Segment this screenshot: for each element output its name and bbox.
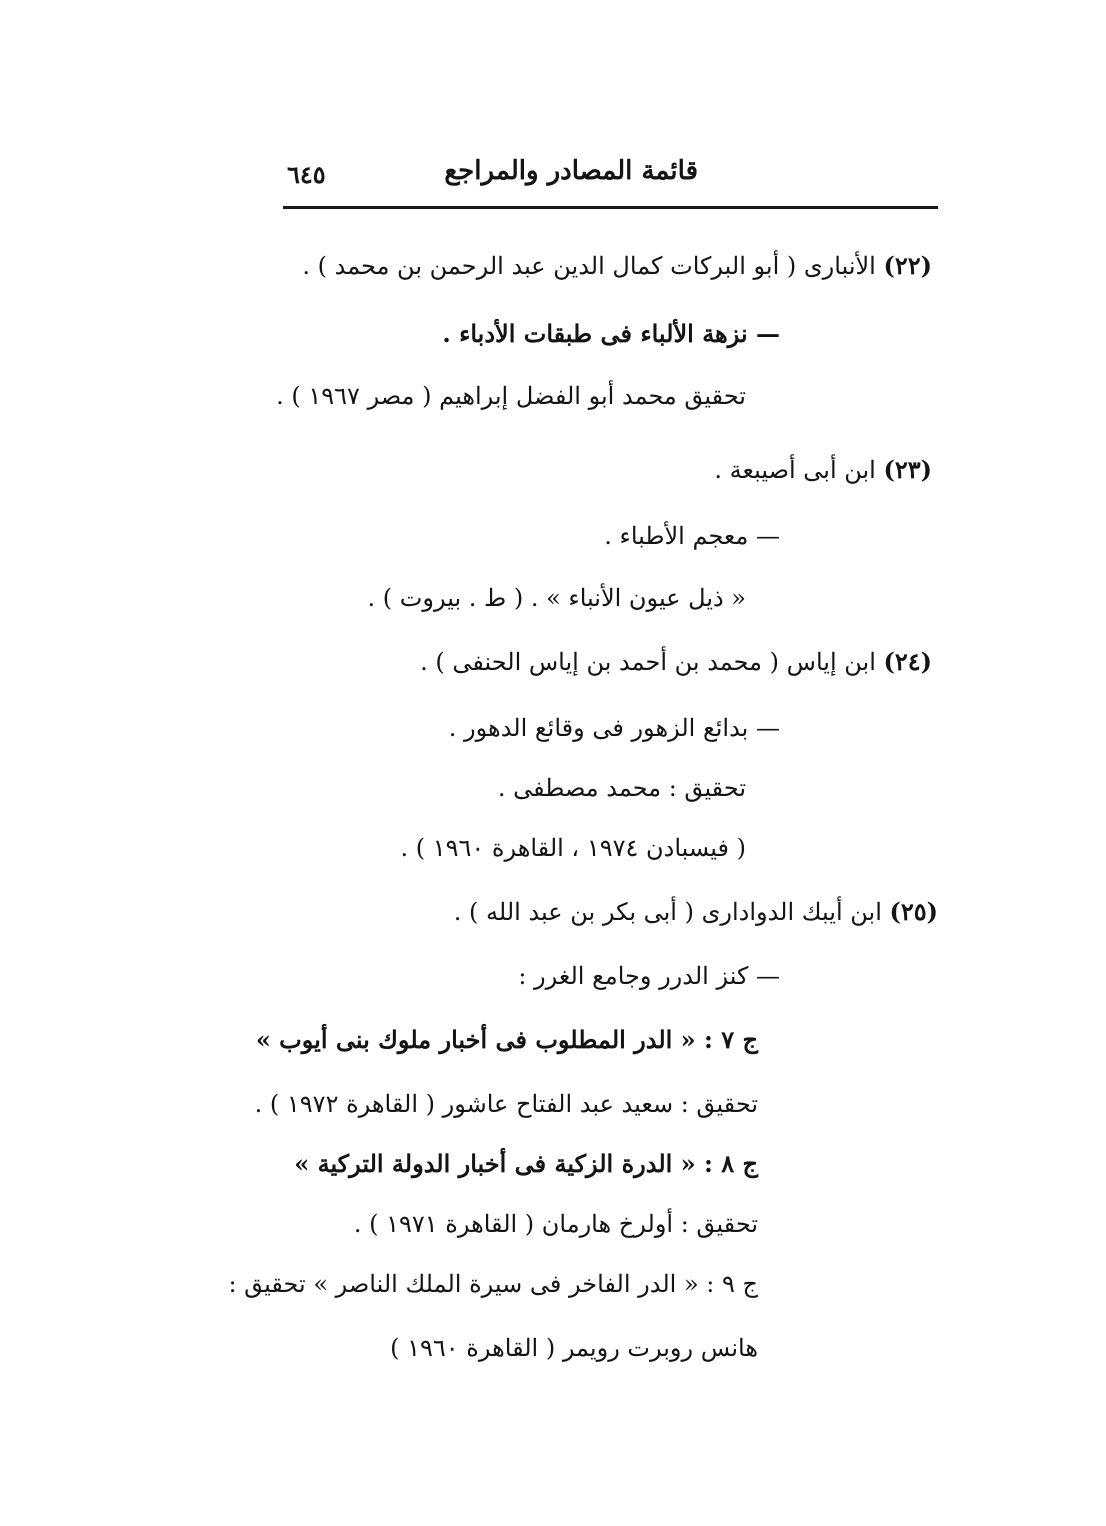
page-header (283, 150, 938, 210)
entry-22-edition-line: تحقيق محمد أبو الفضل إبراهيم ( مصر ١٩٦٧ ) . (276, 382, 746, 410)
entry-author: ابن أيبك الدوادارى ( أبى بكر بن عبد الله ) . (453, 898, 882, 926)
page-title: قائمة المصادر والمراجع (444, 156, 698, 186)
page-number: ٦٤٥ (287, 160, 326, 189)
volume-7-title: ج ٧ : « الدر المطلوب فى أخبار ملوك بنى أيوب » (255, 1025, 758, 1054)
entry-23-edition-line: « ذيل عيون الأنباء » . ( ط . بيروت ) . (367, 584, 746, 612)
entry-author: ابن إياس ( محمد بن أحمد بن إياس الحنفى ) . (420, 648, 876, 676)
entry-22-author-line (302, 248, 932, 284)
entry-number: (٢٣) (883, 455, 932, 484)
entry-number: (٢٥) (889, 897, 938, 926)
entry-25-author-line (454, 894, 938, 930)
volume-9-edition: هانس روبرت رويمر ( القاهرة ١٩٦٠ ) (390, 1334, 758, 1362)
entry-24-work-line: — بدائع الزهور فى وقائع الدهور . (448, 714, 780, 742)
volume-9-title: ج ٩ : « الدر الفاخر فى سيرة الملك الناصر » تحقيق : (228, 1270, 758, 1298)
entry-23-work-line: — معجم الأطباء . (604, 522, 780, 550)
entry-24-author-line (420, 644, 932, 680)
entry-24-editor-line: تحقيق : محمد مصطفى . (497, 774, 746, 802)
entry-author: ابن أبى أصيبعة . (714, 456, 876, 484)
entry-number: (٢٢) (883, 251, 932, 280)
entry-23-author-line (714, 452, 932, 488)
volume-7-edition: تحقيق : سعيد عبد الفتاح عاشور ( القاهرة ١٩٧٢ ) . (254, 1090, 758, 1118)
entry-24-edition-line: ( فيسبادن ١٩٧٤ ، القاهرة ١٩٦٠ ) . (400, 834, 746, 862)
entry-25-work-line: — كنز الدرر وجامع الغرر : (518, 962, 780, 990)
entry-number: (٢٤) (883, 647, 932, 676)
volume-8-title: ج ٨ : « الدرة الزكية فى أخبار الدولة التركية » (294, 1149, 758, 1178)
entry-author: الأنبارى ( أبو البركات كمال الدين عبد الرحمن بن محمد ) . (302, 252, 876, 280)
entry-22-work-line: — نزهة الألباء فى طبقات الأدباء . (442, 319, 780, 348)
header-rule (283, 206, 938, 209)
volume-8-edition: تحقيق : أولرخ هارمان ( القاهرة ١٩٧١ ) . (353, 1210, 758, 1238)
